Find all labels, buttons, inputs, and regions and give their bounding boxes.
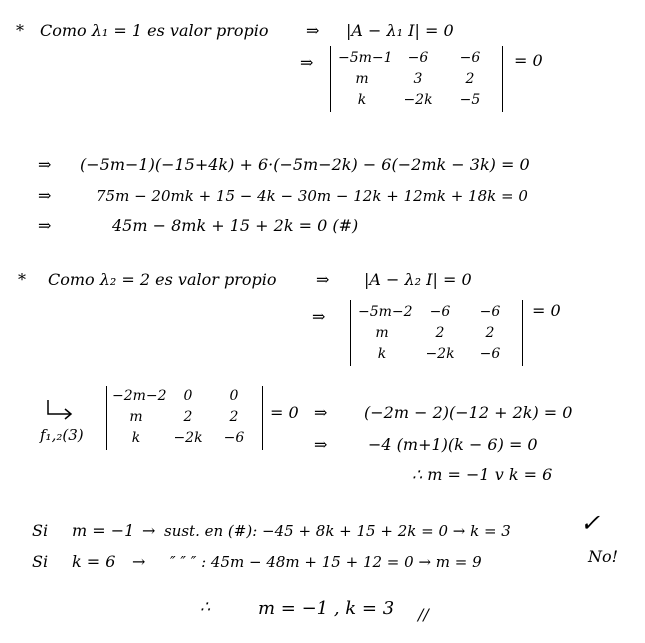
cell: 3 xyxy=(413,71,423,87)
checkmark-icon: ✓ xyxy=(580,509,601,537)
det-bar-right xyxy=(522,300,523,366)
implies-arrow: ⇒ xyxy=(38,216,52,235)
cell: −6 xyxy=(459,50,481,66)
cell: 2 xyxy=(183,409,193,425)
implies-arrow: ⇒ xyxy=(38,155,52,174)
cell: m xyxy=(129,409,143,425)
arrow: → xyxy=(142,521,156,540)
cell: −5m−2 xyxy=(358,304,413,320)
implies-arrow-m2: ⇒ xyxy=(312,307,326,326)
cell: −6 xyxy=(479,346,501,362)
check-line-2: ″ ″ ″ : 45m − 48m + 15 + 12 = 0 → m = 9 xyxy=(170,553,482,571)
final-result: m = −1 , k = 3 xyxy=(258,598,395,619)
implies-arrow-m1: ⇒ xyxy=(300,53,314,72)
implies-arrow-1: ⇒ xyxy=(306,21,320,40)
condition-m: m = −1 xyxy=(72,521,135,540)
end-mark: // xyxy=(418,605,429,624)
cell: m xyxy=(375,325,389,341)
check-line-1: sust. en (#): −45 + 8k + 15 + 2k = 0 → k = 3 xyxy=(164,522,511,540)
cell: 2 xyxy=(485,325,495,341)
arrow: → xyxy=(132,552,146,571)
equals-zero-m3: = 0 xyxy=(270,403,299,422)
det-bar-right xyxy=(262,386,263,450)
solutions-line: ∴ m = −1 v k = 6 xyxy=(412,465,553,484)
statement-lambda1: Como λ₁ = 1 es valor propio xyxy=(40,21,269,40)
statement-lambda2: Como λ₂ = 2 es valor propio xyxy=(48,270,277,289)
determinant-1 xyxy=(330,46,506,112)
cell: −5m−1 xyxy=(338,50,393,66)
cell: 0 xyxy=(183,388,193,404)
cell: −2m−2 xyxy=(112,388,167,404)
implies-arrow: ⇒ xyxy=(314,435,328,454)
det-equation-2: |A − λ₂ I| = 0 xyxy=(364,270,472,289)
cell: −6 xyxy=(429,304,451,320)
therefore-symbol: ∴ xyxy=(200,597,211,616)
det-equation-1: |A − λ₁ I| = 0 xyxy=(346,21,454,40)
cell: −2k xyxy=(403,92,433,108)
det-bar-right xyxy=(502,46,503,112)
bullet-star-1: * xyxy=(16,21,24,40)
rejection-note: No! xyxy=(588,547,619,566)
row-operation: f₁,₂(3) xyxy=(40,426,84,444)
expansion-line-1: (−5m−1)(−15+4k) + 6·(−5m−2k) − 6(−2mk − 3k) = 0 xyxy=(80,155,530,174)
factor-line-1: (−2m − 2)(−12 + 2k) = 0 xyxy=(364,403,573,422)
si-label: Si xyxy=(32,521,49,540)
condition-k: k = 6 xyxy=(72,552,116,571)
bullet-star-2: * xyxy=(18,270,26,289)
cell: k xyxy=(357,92,367,108)
cell: k xyxy=(377,346,387,362)
determinant-3 xyxy=(106,386,266,450)
cell: 2 xyxy=(465,71,475,87)
implies-arrow-2: ⇒ xyxy=(316,270,330,289)
equals-zero-m1: = 0 xyxy=(514,51,543,70)
cell: −2k xyxy=(173,430,203,446)
det-bar-left xyxy=(106,386,107,450)
factor-line-2: −4 (m+1)(k − 6) = 0 xyxy=(368,435,538,454)
hook-arrow-icon xyxy=(42,398,76,420)
cell: 2 xyxy=(435,325,445,341)
implies-arrow-m3: ⇒ xyxy=(314,403,328,422)
cell: −6 xyxy=(407,50,429,66)
equation-hash: 45m − 8mk + 15 + 2k = 0 (#) xyxy=(112,216,359,235)
cell: −5 xyxy=(459,92,481,108)
cell: m xyxy=(355,71,369,87)
implies-arrow: ⇒ xyxy=(38,186,52,205)
det-bar-left xyxy=(350,300,351,366)
cell: −2k xyxy=(425,346,455,362)
equals-zero-m2: = 0 xyxy=(532,301,561,320)
cell: k xyxy=(131,430,141,446)
cell: −6 xyxy=(223,430,245,446)
si-label: Si xyxy=(32,552,49,571)
expansion-line-2: 75m − 20mk + 15 − 4k − 30m − 12k + 12mk + 18k = 0 xyxy=(96,187,528,205)
det-bar-left xyxy=(330,46,331,112)
cell: 2 xyxy=(229,409,239,425)
cell: −6 xyxy=(479,304,501,320)
cell: 0 xyxy=(229,388,239,404)
determinant-2 xyxy=(350,300,526,366)
